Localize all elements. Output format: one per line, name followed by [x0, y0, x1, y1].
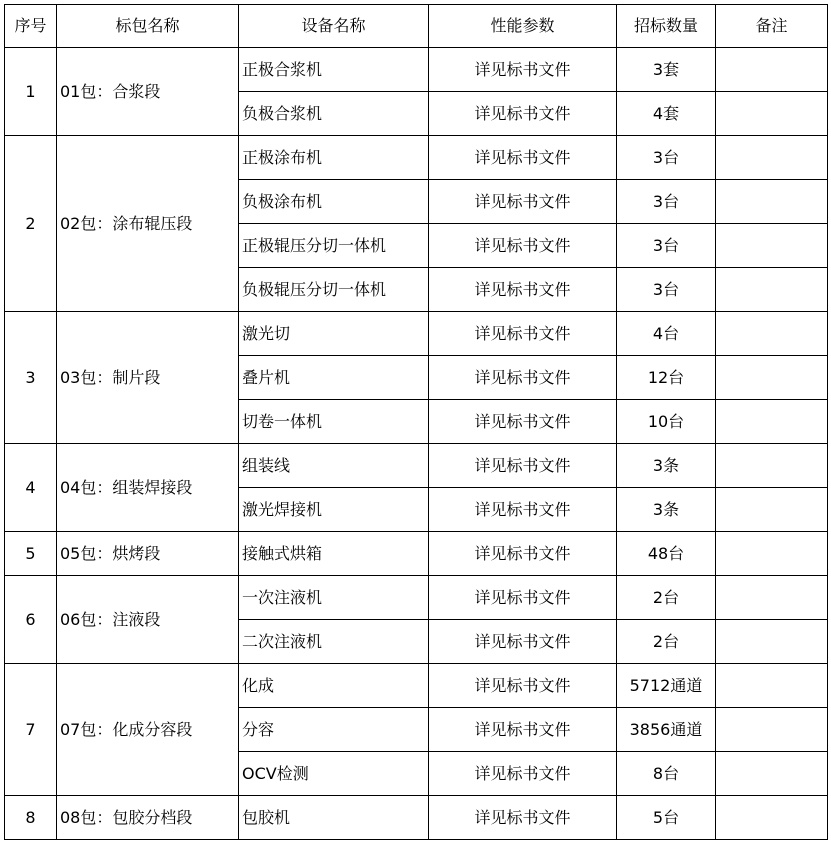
device-name-cell: 负极辊压分切一体机 [239, 268, 429, 312]
performance-cell: 详见标书文件 [429, 268, 617, 312]
note-cell [716, 576, 828, 620]
note-cell [716, 444, 828, 488]
note-cell [716, 664, 828, 708]
performance-cell: 详见标书文件 [429, 136, 617, 180]
seq-cell: 4 [5, 444, 57, 532]
table-row [5, 444, 828, 488]
quantity-cell: 5台 [617, 796, 716, 840]
performance-cell: 详见标书文件 [429, 576, 617, 620]
seq-cell: 2 [5, 136, 57, 312]
performance-cell: 详见标书文件 [429, 224, 617, 268]
note-cell [716, 620, 828, 664]
quantity-cell: 4套 [617, 92, 716, 136]
device-name-cell: 叠片机 [239, 356, 429, 400]
quantity-cell: 3套 [617, 48, 716, 92]
device-name-cell: 负极涂布机 [239, 180, 429, 224]
package-name-cell: 01包：合浆段 [57, 48, 239, 136]
package-name-cell: 05包：烘烤段 [57, 532, 239, 576]
device-name-cell: 激光切 [239, 312, 429, 356]
note-cell [716, 180, 828, 224]
device-name-cell: 接触式烘箱 [239, 532, 429, 576]
performance-cell: 详见标书文件 [429, 620, 617, 664]
note-cell [716, 400, 828, 444]
quantity-cell: 12台 [617, 356, 716, 400]
performance-cell: 详见标书文件 [429, 48, 617, 92]
quantity-cell: 5712通道 [617, 664, 716, 708]
performance-cell: 详见标书文件 [429, 708, 617, 752]
header-package: 标包名称 [57, 5, 239, 48]
quantity-cell: 3856通道 [617, 708, 716, 752]
package-name-cell: 07包：化成分容段 [57, 664, 239, 796]
quantity-cell: 2台 [617, 576, 716, 620]
performance-cell: 详见标书文件 [429, 400, 617, 444]
device-name-cell: 一次注液机 [239, 576, 429, 620]
seq-cell: 7 [5, 664, 57, 796]
table-row [5, 576, 828, 620]
header-seq: 序号 [5, 5, 57, 48]
device-name-cell: 包胶机 [239, 796, 429, 840]
device-name-cell: 正极合浆机 [239, 48, 429, 92]
seq-cell: 5 [5, 532, 57, 576]
note-cell [716, 708, 828, 752]
seq-cell: 1 [5, 48, 57, 136]
header-performance: 性能参数 [429, 5, 617, 48]
quantity-cell: 4台 [617, 312, 716, 356]
note-cell [716, 356, 828, 400]
note-cell [716, 532, 828, 576]
table-row [5, 796, 828, 840]
note-cell [716, 312, 828, 356]
table-row [5, 312, 828, 356]
performance-cell: 详见标书文件 [429, 488, 617, 532]
note-cell [716, 48, 828, 92]
seq-cell: 6 [5, 576, 57, 664]
package-name-cell: 08包：包胶分档段 [57, 796, 239, 840]
quantity-cell: 3台 [617, 268, 716, 312]
quantity-cell: 3台 [617, 180, 716, 224]
table-row [5, 48, 828, 92]
note-cell [716, 224, 828, 268]
performance-cell: 详见标书文件 [429, 796, 617, 840]
note-cell [716, 796, 828, 840]
quantity-cell: 8台 [617, 752, 716, 796]
performance-cell: 详见标书文件 [429, 312, 617, 356]
note-cell [716, 92, 828, 136]
quantity-cell: 48台 [617, 532, 716, 576]
performance-cell: 详见标书文件 [429, 444, 617, 488]
quantity-cell: 10台 [617, 400, 716, 444]
package-name-cell: 06包：注液段 [57, 576, 239, 664]
performance-cell: 详见标书文件 [429, 664, 617, 708]
device-name-cell: 切卷一体机 [239, 400, 429, 444]
device-name-cell: 组装线 [239, 444, 429, 488]
table-row [5, 532, 828, 576]
device-name-cell: 激光焊接机 [239, 488, 429, 532]
performance-cell: 详见标书文件 [429, 356, 617, 400]
header-note: 备注 [716, 5, 828, 48]
device-name-cell: 负极合浆机 [239, 92, 429, 136]
device-name-cell: 二次注液机 [239, 620, 429, 664]
seq-cell: 3 [5, 312, 57, 444]
quantity-cell: 3条 [617, 444, 716, 488]
package-name-cell: 03包：制片段 [57, 312, 239, 444]
note-cell [716, 488, 828, 532]
quantity-cell: 3台 [617, 136, 716, 180]
seq-cell: 8 [5, 796, 57, 840]
note-cell [716, 136, 828, 180]
device-name-cell: OCV检测 [239, 752, 429, 796]
table-row [5, 136, 828, 180]
note-cell [716, 268, 828, 312]
header-device: 设备名称 [239, 5, 429, 48]
tender-table [4, 4, 828, 840]
table-body [5, 48, 828, 840]
device-name-cell: 正极辊压分切一体机 [239, 224, 429, 268]
quantity-cell: 3台 [617, 224, 716, 268]
header-quantity: 招标数量 [617, 5, 716, 48]
package-name-cell: 04包：组装焊接段 [57, 444, 239, 532]
performance-cell: 详见标书文件 [429, 92, 617, 136]
device-name-cell: 分容 [239, 708, 429, 752]
performance-cell: 详见标书文件 [429, 180, 617, 224]
table-row [5, 664, 828, 708]
performance-cell: 详见标书文件 [429, 532, 617, 576]
performance-cell: 详见标书文件 [429, 752, 617, 796]
header-row [5, 5, 828, 48]
device-name-cell: 正极涂布机 [239, 136, 429, 180]
quantity-cell: 2台 [617, 620, 716, 664]
quantity-cell: 3条 [617, 488, 716, 532]
note-cell [716, 752, 828, 796]
package-name-cell: 02包：涂布辊压段 [57, 136, 239, 312]
device-name-cell: 化成 [239, 664, 429, 708]
